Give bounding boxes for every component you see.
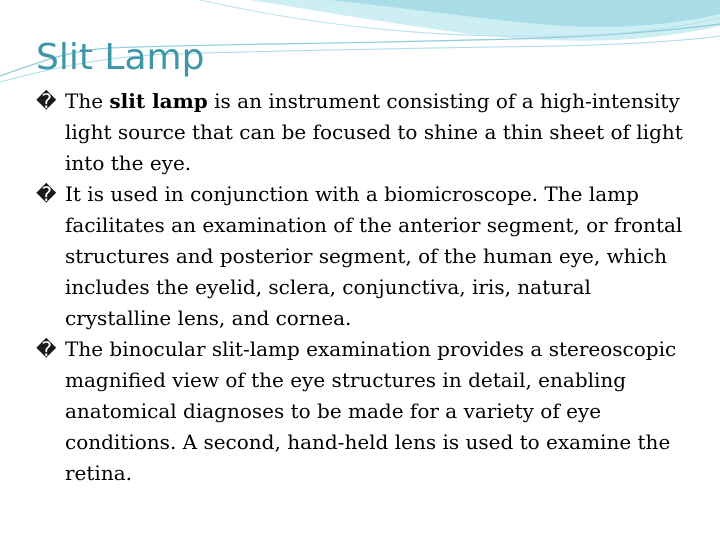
bullet-list xyxy=(36,86,686,489)
bullet-text: The binocular slit-lamp examination provides a stereoscopic magnified view of the eye structures in detail, enabling anatomical diagnoses to be made for a variety of eye conditions. A second, hand-held lens is used to examine the retina. xyxy=(65,337,677,485)
bullet-item xyxy=(36,179,686,334)
bullet-item xyxy=(36,334,686,489)
bullet-icon: � xyxy=(36,89,57,113)
bullet-text: is an instrument consisting of a high-intensity light source that can be focused to shine a thin sheet of light into the eye. xyxy=(65,89,683,175)
bullet-text-bold: slit lamp xyxy=(109,89,208,113)
slide-title: Slit Lamp xyxy=(36,37,205,78)
bullet-text: It is used in conjunction with a biomicroscope. The lamp facilitates an examination of the anterior segment, or frontal structures and posterior segment, of the human eye, which includes the eyelid, sclera, conjunctiva, iris, natural crystalline lens, and cornea. xyxy=(65,182,683,330)
bullet-icon: � xyxy=(36,337,57,361)
bullet-text: The xyxy=(65,89,110,113)
bullet-icon: � xyxy=(36,182,57,206)
bullet-item xyxy=(36,86,686,179)
